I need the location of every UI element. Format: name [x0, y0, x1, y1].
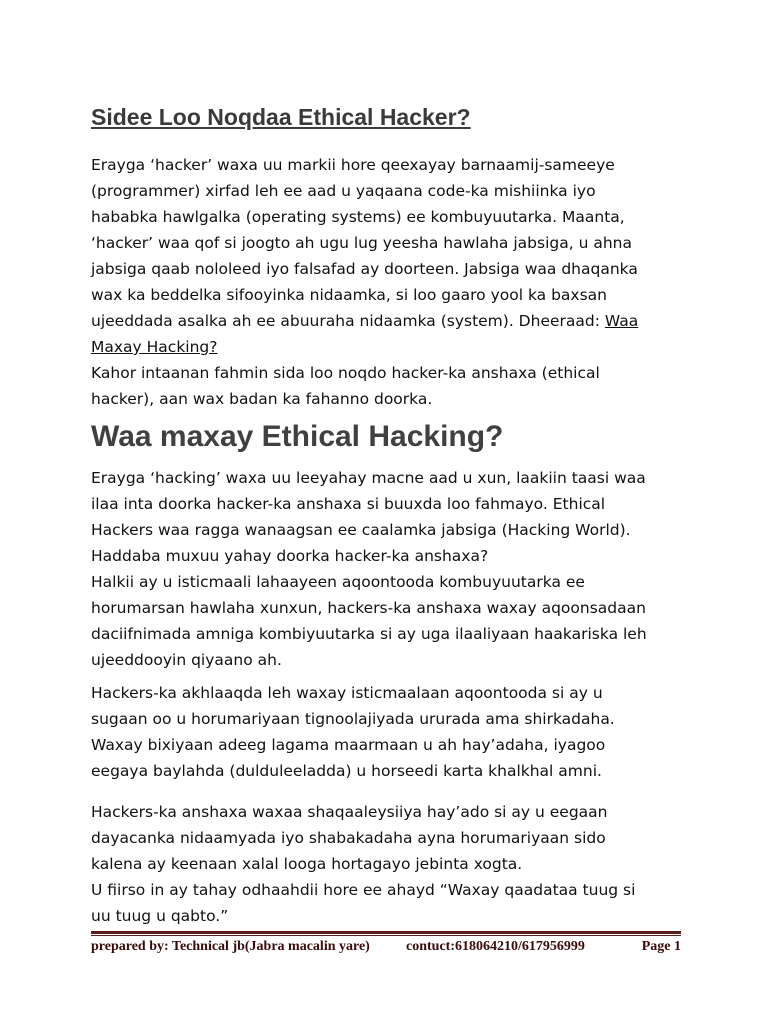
ethics-paragraph	[91, 680, 691, 784]
text-line: Kahor intaanan fahmin sida loo noqdo hacker-ka anshaxa (ethical	[91, 364, 600, 382]
waa-maxay-hacking-link-continued[interactable]: Maxay Hacking?	[91, 338, 218, 356]
footer-contact: contuct:618064210/617956999	[406, 939, 585, 954]
text-line: eegaya baylahda (dulduleeladda) u horseedi karta khalkhal amni.	[91, 762, 602, 780]
text-line: kalena ay keenaan xalal looga hortagayo jebinta xogta.	[91, 855, 523, 873]
text-line: Hackers-ka anshaxa waxaa shaqaaleysiiya hay’ado si ay u eegaan	[91, 803, 608, 821]
text-line: horumarsan hawlaha xunxun, hackers-ka anshaxa waxay aqoonsadaan	[91, 599, 646, 617]
text-line: Erayga ‘hacking’ waxa uu leeyahay macne aad u xun, laakiin taasi waa	[91, 469, 646, 487]
text-line: hababka hawlgalka (operating systems) ee kombuyuutarka. Maanta,	[91, 208, 625, 226]
text-line: Hackers-ka akhlaaqda leh waxay isticmaalaan aqoontooda si ay u	[91, 684, 603, 702]
text-line	[91, 334, 691, 360]
employment-paragraph	[91, 799, 691, 929]
text-line	[91, 308, 691, 334]
waa-maxay-hacking-link[interactable]: Waa	[604, 312, 639, 330]
text-line-prefix: ujeeddada asalka ah ee abuuraha nidaamka (system). Dheeraad:	[91, 312, 605, 330]
text-line: Waxay bixiyaan adeeg lagama maarmaan u ah hay’adaha, iyagoo	[91, 736, 606, 754]
text-line: Halkii ay u isticmaali lahaayeen aqoontooda kombuyuutarka ee	[91, 573, 585, 591]
section-heading: Waa maxay Ethical Hacking?	[91, 420, 504, 453]
text-line: ujeeddooyin qiyaano ah.	[91, 651, 282, 669]
text-line: hacker), aan wax badan ka fahanno doorka.	[91, 390, 433, 408]
page-footer	[91, 939, 681, 959]
footer-author: prepared by: Technical jb(Jabra macalin yare)	[91, 939, 370, 954]
text-line: jabsiga qaab nololeed iyo falsafad ay doorteen. Jabsiga waa dhaqanka	[91, 260, 638, 278]
text-line: ilaa inta doorka hacker-ka anshaxa si buuxda loo fahmayo. Ethical	[91, 495, 606, 513]
text-line: U fiirso in ay tahay odhaahdii hore ee ahayd “Waxay qaadataa tuug si	[91, 881, 636, 899]
text-line: Erayga ‘hacker’ waxa uu markii hore qeexayay barnaamij-sameeye	[91, 156, 615, 174]
text-line: dayacanka nidaamyada iyo shabakadaha ayna horumariyaan sido	[91, 829, 606, 847]
text-line: daciifnimada amniga kombiyuutarka si ay uga ilaaliyaan haakariska leh	[91, 625, 647, 643]
text-line: ‘hacker’ waa qof si joogto ah ugu lug yeesha hawlaha jabsiga, u ahna	[91, 234, 632, 252]
page-number: Page 1	[641, 939, 681, 954]
intro-paragraph	[91, 152, 691, 412]
text-line: sugaan oo u horumariyaan tignoolajiyada ururada ama shirkadaha.	[91, 710, 615, 728]
footer-divider-thin	[91, 935, 681, 936]
footer-divider	[91, 931, 681, 934]
document-title: Sidee Loo Noqdaa Ethical Hacker?	[91, 104, 471, 130]
definition-paragraph	[91, 465, 691, 673]
text-line: Hackers waa ragga wanaagsan ee caalamka jabsiga (Hacking World).	[91, 521, 631, 539]
text-line: (programmer) xirfad leh ee aad u yaqaana code-ka mishiinka iyo	[91, 182, 596, 200]
text-line: Haddaba muxuu yahay doorka hacker-ka anshaxa?	[91, 547, 489, 565]
text-line: uu tuug u qabto.”	[91, 907, 229, 925]
text-line: wax ka beddelka sifooyinka nidaamka, si loo gaaro yool ka baxsan	[91, 286, 607, 304]
